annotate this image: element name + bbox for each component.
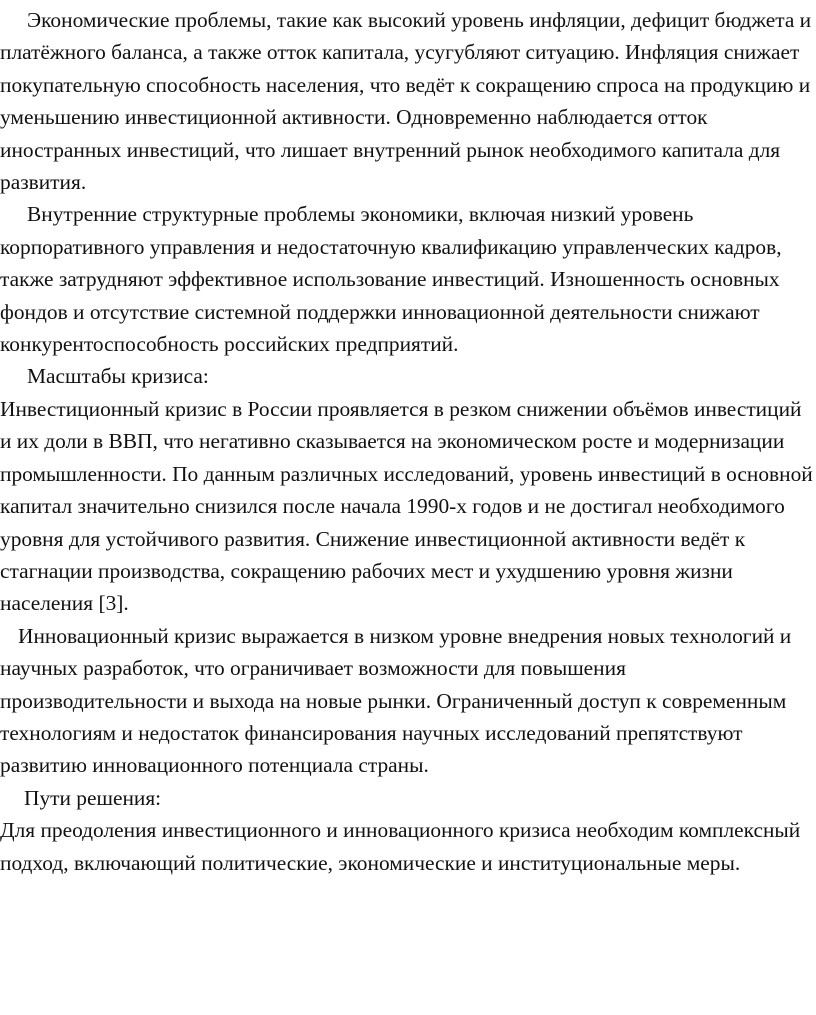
paragraph-solutions: Для преодоления инвестиционного и инновационного кризиса необходим комплексный подход, включающий политические, экономические и институциональные меры. [0,818,801,875]
paragraph-economic-problems: Экономические проблемы, такие как высокий уровень инфляции, дефицит бюджета и платёжного баланса, а также отток капитала, усугубляют ситуацию. Инфляция снижает покупательную способность населения, что ведёт к сокращению спроса на продукцию и уменьшению инвестиционной активности. Одновременно наблюдается отток иностранных инвестиций, что лишает внутренний рынок необходимого капитала для развития. [0,8,812,195]
paragraph-structural-problems: Внутренние структурные проблемы экономики, включая низкий уровень корпоративного управления и недостаточную квалификацию управленческих кадров, также затрудняют эффективное использование инвестиций. Изношенность основных фондов и отсутствие системной поддержки инновационной деятельности снижают конкурентоспособность российских предприятий. [0,202,782,357]
heading-crisis-scale: Масштабы кризиса: [27,364,209,389]
paragraph-innovation-crisis: Инновационный кризис выражается в низком уровне внедрения новых технологий и научных разработок, что ограничивает возможности для повышения производительности и выхода на новые рынки. Ограниченный доступ к современным технологиям и недостаток финансирования научных исследований препятствуют развитию инновационного потенциала страны. [0,623,792,778]
heading-solutions: Пути решения: [24,785,162,810]
paragraph-investment-crisis: Инвестиционный кризис в России проявляется в резком снижении объёмов инвестиций и их доли в ВВП, что негативно сказывается на экономическом росте и модернизации промышленности. По данным различных исследований, уровень инвестиций в основной капитал значительно снизился после начала 1990-х годов и не достигал необходимого уровня для устойчивого развития. Снижение инвестиционной активности ведёт к стагнации производства, сокращению рабочих мест и ухудшению уровня жизни населения [3]. [0,396,813,616]
